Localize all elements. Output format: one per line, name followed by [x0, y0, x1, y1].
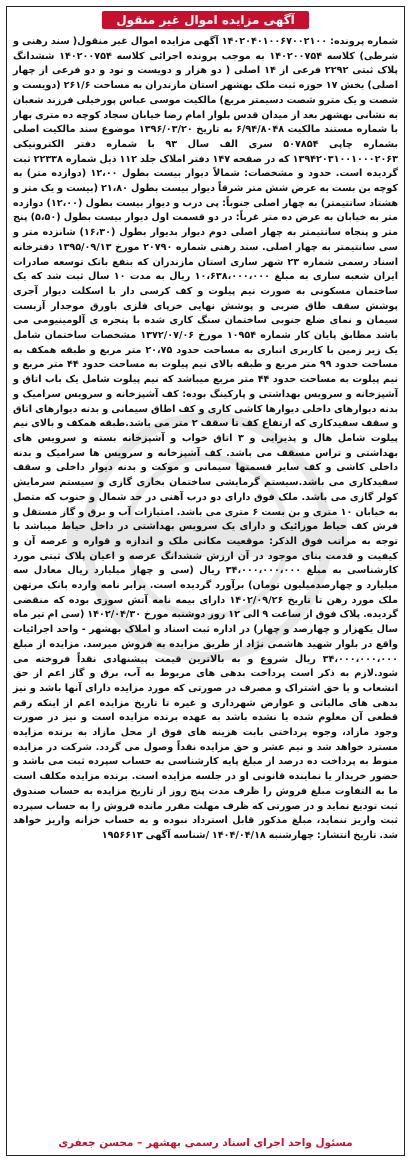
notice-title: آگهی مزایده اموال غیر منقول	[102, 11, 308, 29]
auction-notice	[6, 6, 405, 1156]
notice-body: شماره پرونده: ۱۴۰۲۰۴۰۱۰۰۶۷۰۰۲۱۰۰ آگهی مزایده اموال غیر منقول( سند رهنی و شرطی) کلاسه ۱۴۰۲۰۰۷۵۴ به موجب پرونده اجرائی کلاسه ۱۴۰۲۰۰۷۵۴ ششدانگ پلاک ثبتی ۲۲۹۲ فرعی از ۱۴ اصلی ( دو هزار و دویست و نود و دو فرعی از چهار اصلی) بخش ۱۷ حوزه ثبت ملک بهشهر استان مازندران به مساحت ۲۶۱/۶ (دویست و شصت و یک مترو شصت دسیمتر مربع) مالکیت موسی عباس پورخیلی فرزند شعبان به نشانی بهشهر بعد از میدان قدس بلوار امام رضا خیابان سجاد کوچه ده متری بهار با شماره مستند مالکیت ۶/۹۴/۸۰۴۸ به تاریخ ۱۳۹۶/۰۳/۲۰ موضوع سند مالکیت اصلی بشماره چاپی ۵۰۷۸۵۴ سری الف سال ۹۳ با شماره دفتر الکترونیکی ۱۳۹۴۲۰۳۱۰۰۱۰۰۰۲۰۶۳ که در صفحه ۱۴۷ دفتر املاک جلد ۱۱۲ ذیل شماره ۲۲۳۳۸ ثبت گردیده است. حدود و مشخصات: شمالاً دیوار بیست بطول ۱۲،۰۰ (دوازده متر) به کوچه بن بست به عرض شش متر شرقاً دیوار بیست بطول ۲۱،۸۰ (بیست و یک متر و هشتاد سانتیمتر) به چهار اصلی جنوباً: پی درب و دیوار بیست بطول (۱۲،۰۰) دوازده متر به خیابان به عرض ده متر غرباً: در دو قسمت اول دیوار بیست بطول (۵،۵۰) پنج متر و پنجاه سانتیمتر به چهار اصلی دوم دیوار بدیوار بطول (۱۶،۳۰) شانزده متر و سی سانتیمتر به چهار اصلی. سند رهنی شماره ۲۰۷۹۰ مورخ ۱۳۹۵/۰۹/۱۳ دفترخانه اسناد رسمی شماره ۲۳ شهر ساری استان مازندران که بنفع بانک توسعه صادرات ایران شعبه ساری به مبلغ ۱۰،۶۳۸،۰۰۰،۰۰۰ ریال به مدت ۱۰ سال ثبت شد که یک ساختمان مسکونی به صورت نیم پیلوت و کف کرسی دار با اسکلت دیوار آجری پوشش سقف طاق ضربی و پوشش نهایی خرپای فلزی باورق موجدار آزبست سیمان و نمای ضلع جنوبی ساختمان سنگ کاری شده با پنجره ی آلومینیومی می باشد مطابق پایان کار شماره ۱۰۹۵۴ مورخ ۱۳۷۲/۰۷/۰۶ مشخصات ساختمان شامل یک زیر زمین با کاربری انباری به مساحت حدود ۲۰،۷۵ متر مربع و طبقه همکف به مساحت حدود ۹۹ متر مربع و طبقه بالای نیم پیلوت به مساحت حدود ۴۴ متر مربع و نیم پیلوت به مساحت حدود ۴۴ متر مربع میباشد که نیم پیلوت شامل یک باب اتاق و آشپزخانه و سرویس بهداشتی و پارکینگ بوده: کف آشپزخانه و سرویس سرامیک و بدنه دیوارهای داخلی دیوارها کاشی کاری و کف اطاق سیمانی و بدنه دیوارهای اتاق و سقف سفیدکاری که ارتفاع کف تا سقف ۲ متر می باشد.طبقه همکف و بالای نیم پیلوت شامل هال و پذیرایی و ۳ اتاق خواب و آشپزخانه بسته و سرویس های بهداشتی و تراس مسقف می باشد. کف آشپزخانه و سرویس ها سرامیک و بدنه داخلی کاشی و کف سایر قسمتها سیمانی و موکت و بدنه دیوار داخلی و سقف سفیدکاری می باشد.سیستم گرمایشی ساختمان بخاری گازی و سیستم سرمایش کولر گازی می باشد. ملک فوق دارای دو درب آهنی در حد شمال و جنوب که متصل به خیابان ۱۰ متری و بن بست ۶ متری می باشد. امتیازات آب و برق و گاز مستقل و فرش کف حیاط موزائیک و دارای یک سرویس بهداشتی در داخل حیاط میباشد با توجه به مراتب فوق الذکر: موقعیت مکانی ملک و اندازه و قواره و عرصه آن و کیفیت و قدمت بنای موجود در آن ارزش ششدانگ عرصه و اعیان پلاک ثبتی مورد کارشناسی به مبلغ ۳۴،۰۰۰،۰۰۰،۰۰۰ ریال (سی و چهار میلیارد ریال معادل سه میلیارد و چهارصدمیلیون تومان) برآورد گردیده است. برابر نامه وارده بانک مرتهن ملک مورد رهن تا تاریخ ۱۴۰۲/۰۹/۲۶ دارای بیمه نامه آتش سوزی بوده که منقضی گردیده. پلاک فوق از ساعت ۹ الی ۱۲ روز دوشنبه مورخ ۱۴۰۲/۰۴/۳۰ (سی ام تیر ماه سال یکهزار و چهارصد و چهار) در اداره ثبت اسناد و املاک بهشهر - واحد اجرائیات واقع در بلوار شهید هاشمی نژاد از طریق مزایده به فروش میرسد. مزایده از مبلغ ۳۴،۰۰۰،۰۰۰،۰۰۰ ریال شروع و به بالاترین قیمت پیشنهادی نقداً فروخته می شود.لازم به ذکر است پرداخت بدهی های مربوط به آب، برق و گاز اعم از حق انشعاب و یا حق اشتراک و مصرف در صورتی که مورد مزایده دارای آنها باشد و نیز بدهی های مالیاتی و عوارض شهرداری و غیره تا تاریخ مزایده اعم از اینکه رقم قطعی آن معلوم شده یا نشده باشد به عهده برنده مزایده است و نیز در صورت وجود مازاد، وجوه پرداختی بابت هزینه های فوق از محل مازاد به برنده مزایده مسترد خواهد شد و نیم عشر و حق مزایده نقداً وصول می گردد. شرکت در مزایده منوط به پرداخت ده درصد از مبلغ پایه کارشناسی به حساب سپرده ثبت می باشد و حضور خریدار یا نماینده قانونی او در جلسه مزایده است. برنده مزایده مکلف است ما به التفاوت مبلغ فروش را ظرف مدت پنج روز از تاریخ مزایده به حساب صندوق ثبت تودیع نماید و در صورتی که ظرف مهلت مقرر مانده فروش را به حساب سپرده ثبت واریز ننماید، مبلغ مذکور قابل استرداد نبوده و به حساب خزانه واریز خواهد شد. تاریخ انتشار: چهارشنبه ۱۴۰۴/۰۴/۱۸ /شناسه آگهی ۱۹۵۶۶۱۳	[13, 36, 399, 841]
title-bar	[7, 7, 404, 33]
notice-signature: مسئول واحد اجرای اسناد رسمی بهشهر – محسن جعفری	[58, 1137, 353, 1149]
